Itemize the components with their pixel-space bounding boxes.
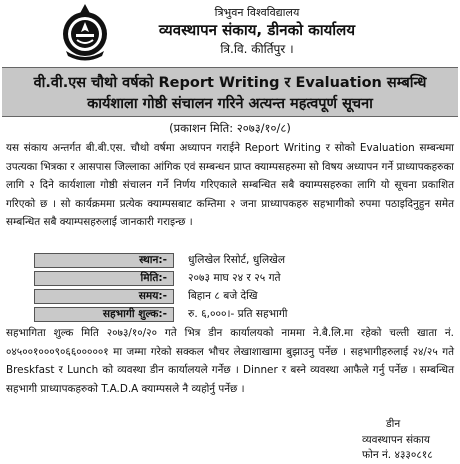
detail-row-venue (6, 251, 454, 269)
event-details (6, 251, 454, 323)
faculty-office-name: व्यवस्थापन संकाय, डीनको कार्यालय (158, 21, 356, 39)
university-name: त्रिभुवन विश्वविद्यालय (214, 6, 300, 19)
venue-value: धुलिखेल रिसोर्ट, धुलिखेल (188, 254, 286, 266)
notice-paragraph-1: यस संकाय अन्तर्गत बी.बी.एस. चौथो वर्षमा अध्यापन गराईने Report Writing र सोको Evaluation सम्बन्धमा उपत्यका भित्रका र आसपास जिल्लाका आंगिक एवं सम्बन्धन प्राप्त क्याम्पसहरुमा सो विषय अध्यापन गर्ने प्राध्यापकहरुका लागि २ दिने कार्यशाला गोष्ठी संचालन गर्ने निर्णय गरिएकाले सम्बन्धित सबै क्याम्पसहरुका लागि यो सूचना प्रकाशित गरिएको छ । सो कार्यक्रममा प्रत्येक क्याम्पसबाट कम्तिमा २ जना प्राध्यापकहरु सहभागीको रुपमा पठाइदिनुहुन समेत सम्बन्धित सबै क्याम्पसहरुलाई जानकारी गराइन्छ । (6, 142, 454, 229)
notice-title-banner (2, 67, 458, 117)
detail-row-fee (6, 305, 454, 323)
signature-office: व्यवस्थापन संकाय (362, 434, 430, 446)
office-location: त्रि.वि. कीर्तिपुर । (220, 42, 294, 56)
detail-row-date (6, 269, 454, 287)
notice-paragraph-2: सहभागिता शुल्क मिति २०७३/१०/२० गते भित्र डीन कार्यालयको नाममा ने.बै.लि.मा रहेको चल्ती खाता नं. ०४५००१०००९०६६०००००१ मा जम्मा गरेको सक्कल भौचर लेखाशाखामा बुझाउनु पर्नेछ । सहभागीहरुलाई २४/२५ गते Breskfast र Lunch को व्यवस्था डीन कार्यालयले गर्नेछ । Dinner र बस्ने व्यवस्था आफैले गर्नु पर्नेछ । सम्बन्धित सहभागी प्राध्यापकहरुको T.A.D.A क्याम्पसले नै व्यहोर्नु पर्नेछ । (6, 327, 454, 395)
detail-row-time (6, 287, 454, 305)
university-emblem-icon (56, 3, 114, 61)
fee-value: रु. ६,०००।- प्रति सहभागी (188, 308, 288, 320)
date-label: मिति:- (34, 271, 174, 286)
notice-header (0, 0, 460, 68)
signature-phone: फोन नं. ४३३०८१८ (362, 449, 433, 461)
venue-label: स्थान:- (34, 253, 174, 268)
time-value: बिहान ८ बजे देखि (188, 290, 258, 302)
signature-title: डीन (386, 418, 401, 430)
time-label: समय:- (34, 289, 174, 304)
notice-title-line-2: कार्यशाला गोष्ठी संचालन गरिने अत्यन्त महत्वपूर्ण सूचना (87, 96, 373, 112)
notice-title-line-1: वी.वी.एस चौथो वर्षको Report Writing र Evaluation सम्बन्धि (33, 75, 427, 91)
date-value: २०७३ माघ २४ र २५ गते (188, 272, 281, 284)
publish-date: (प्रकाशन मिति: २०७३/१०/८) (169, 121, 291, 135)
fee-label: सहभागी शुल्क:- (34, 307, 174, 322)
